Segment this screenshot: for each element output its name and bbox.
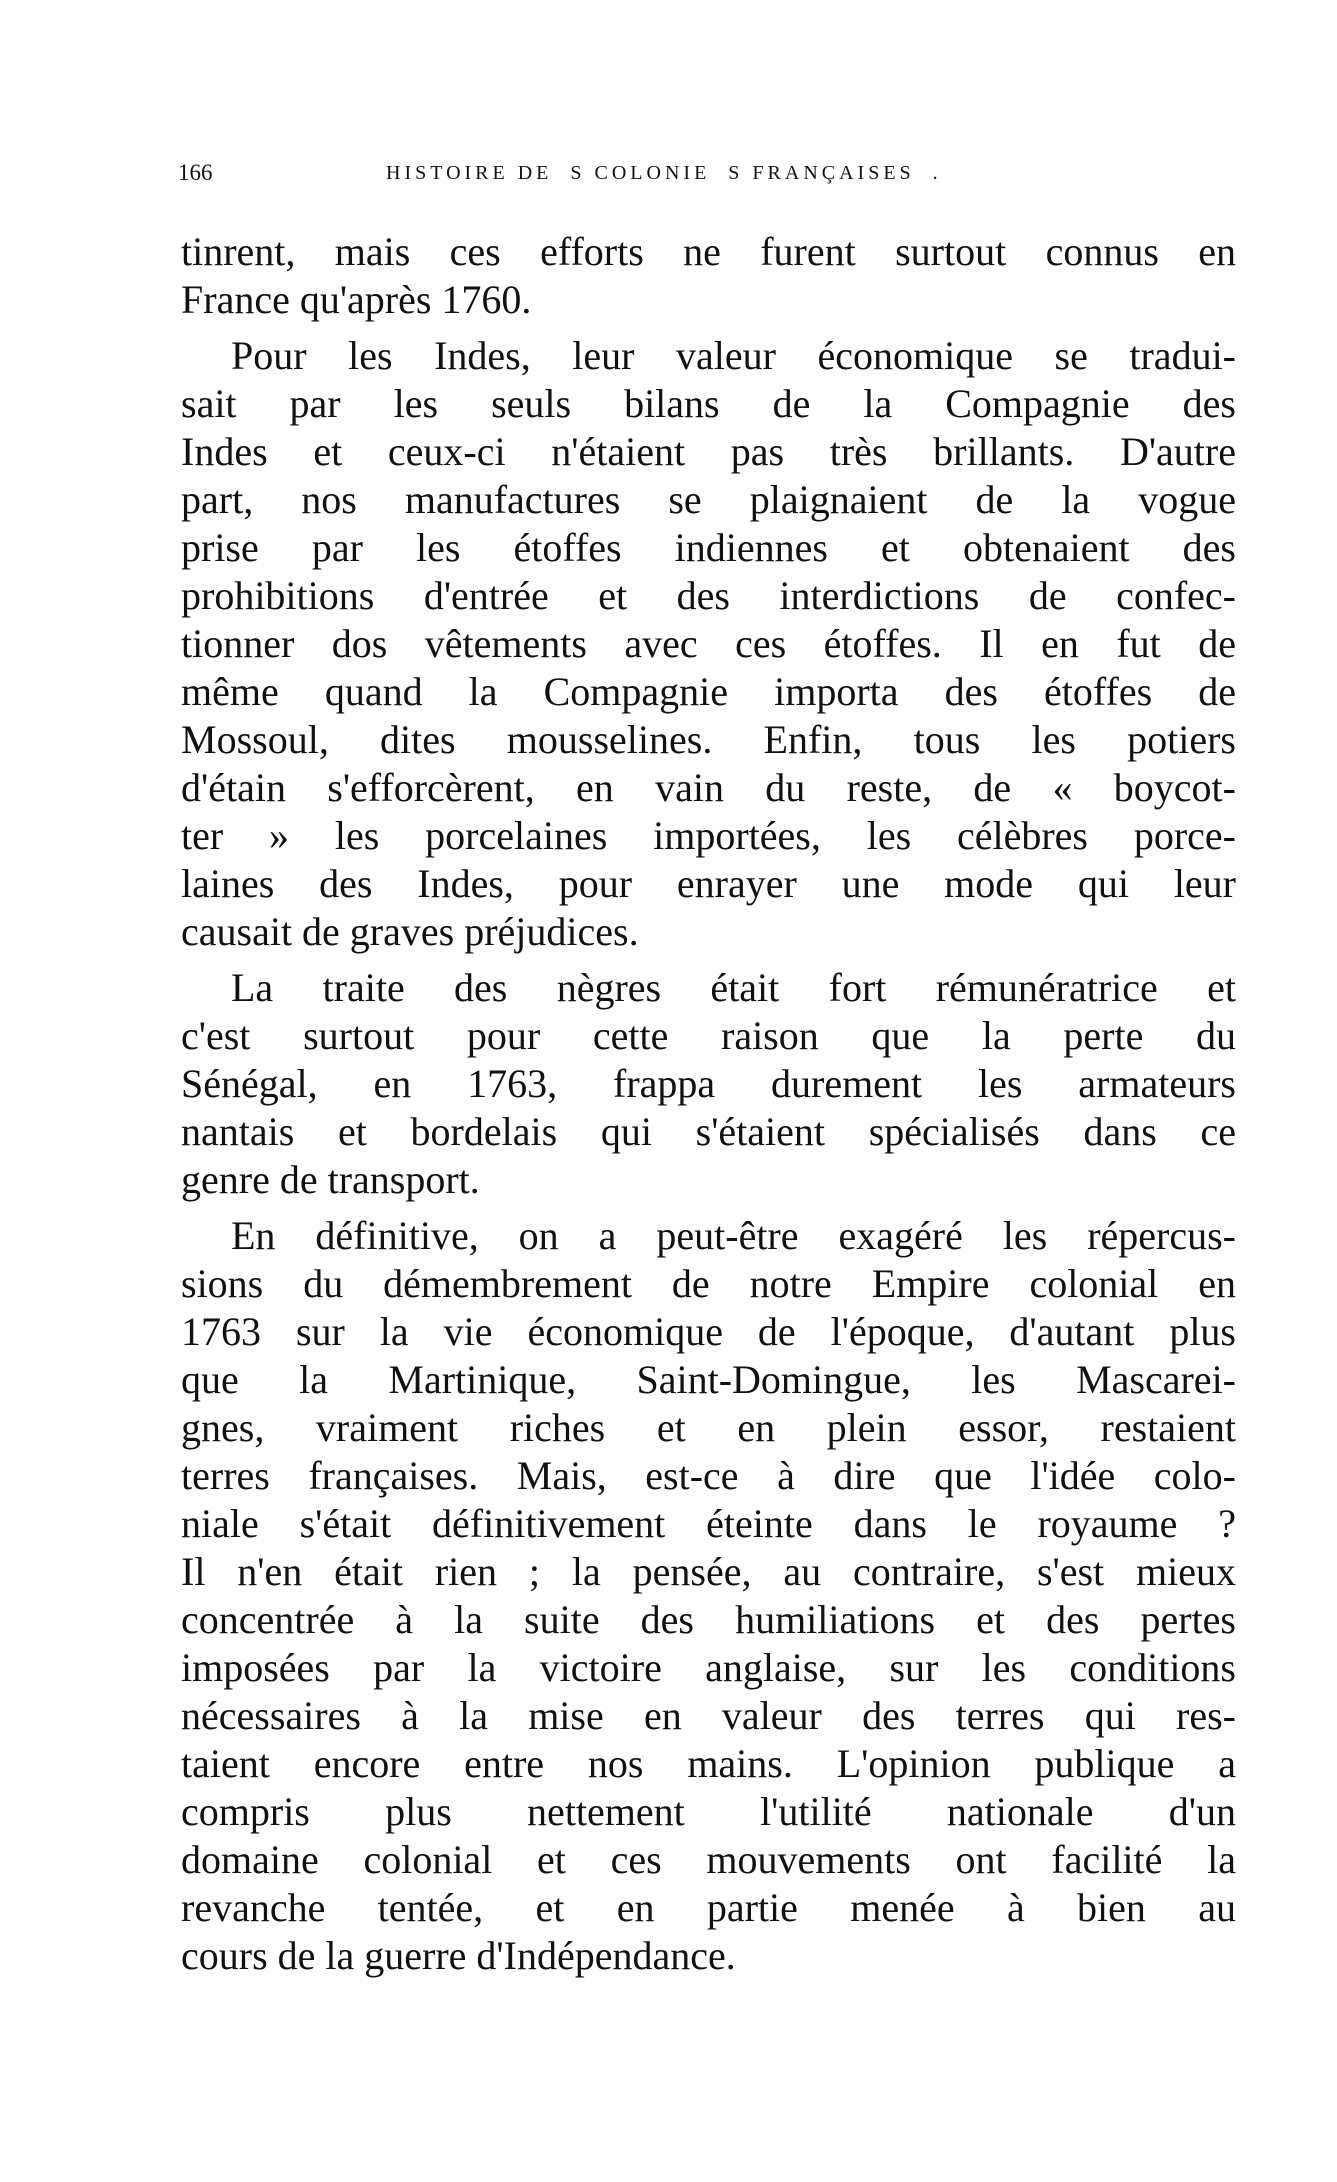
text-line: niale s'était définitivement éteinte dans le royaume ?	[181, 1501, 1236, 1546]
text-line: que la Martinique, Saint-Domingue, les Mascarei-	[181, 1357, 1236, 1402]
text-line: La traite des nègres était fort rémunératrice et	[231, 965, 1236, 1010]
text-line: compris plus nettement l'utilité nationale d'un	[181, 1789, 1236, 1834]
text-line: causait de graves préjudices.	[181, 909, 639, 954]
page-number: 166	[178, 160, 213, 185]
text-line: revanche tentée, et en partie menée à bien au	[181, 1885, 1236, 1930]
text-line: En définitive, on a peut-être exagéré les répercus-	[231, 1213, 1236, 1258]
text-line: imposées par la victoire anglaise, sur les conditions	[181, 1645, 1236, 1690]
text-line: concentrée à la suite des humiliations et des pertes	[181, 1597, 1236, 1642]
text-line: sait par les seuls bilans de la Compagnie des	[181, 381, 1236, 426]
paragraph	[181, 228, 1236, 324]
paragraph	[181, 332, 1236, 956]
text-line: gnes, vraiment riches et en plein essor, restaient	[181, 1405, 1236, 1450]
text-line: terres françaises. Mais, est-ce à dire que l'idée colo-	[181, 1453, 1236, 1498]
text-line: taient encore entre nos mains. L'opinion publique a	[181, 1741, 1236, 1786]
text-line: même quand la Compagnie importa des étoffes de	[181, 669, 1236, 714]
text-line: domaine colonial et ces mouvements ont facilité la	[181, 1837, 1236, 1882]
text-line: tionner dos vêtements avec ces étoffes. Il en fut de	[181, 621, 1236, 666]
text-line: Sénégal, en 1763, frappa durement les armateurs	[181, 1061, 1236, 1106]
text-line: Il n'en était rien ; la pensée, au contraire, s'est mieux	[181, 1549, 1236, 1594]
text-line: d'étain s'efforcèrent, en vain du reste, de « boycot-	[181, 765, 1236, 810]
text-line: Indes et ceux-ci n'étaient pas très brillants. D'autre	[181, 429, 1236, 474]
running-title: HISTOIRE DE S COLONIE S FRANÇAISES .	[386, 162, 942, 184]
text-line: part, nos manufactures se plaignaient de la vogue	[181, 477, 1236, 522]
text-line: nécessaires à la mise en valeur des terres qui res-	[181, 1693, 1236, 1738]
page-header	[178, 160, 1238, 190]
text-line: sions du démembrement de notre Empire colonial en	[181, 1261, 1236, 1306]
text-line: laines des Indes, pour enrayer une mode qui leur	[181, 861, 1236, 906]
text-line: nantais et bordelais qui s'étaient spécialisés dans ce	[181, 1109, 1236, 1154]
text-line: prohibitions d'entrée et des interdictions de confec-	[181, 573, 1236, 618]
text-line: Pour les Indes, leur valeur économique se tradui-	[231, 333, 1236, 378]
page-body	[181, 228, 1236, 1988]
text-line: ter » les porcelaines importées, les célèbres porce-	[181, 813, 1236, 858]
paragraph	[181, 964, 1236, 1204]
text-line: genre de transport.	[181, 1157, 480, 1202]
text-line: c'est surtout pour cette raison que la perte du	[181, 1013, 1236, 1058]
text-line: France qu'après 1760.	[181, 277, 532, 322]
text-line: 1763 sur la vie économique de l'époque, d'autant plus	[181, 1309, 1236, 1354]
text-line: cours de la guerre d'Indépendance.	[181, 1933, 736, 1978]
text-line: tinrent, mais ces efforts ne furent surtout connus en	[181, 229, 1236, 274]
paragraph	[181, 1212, 1236, 1980]
text-line: prise par les étoffes indiennes et obtenaient des	[181, 525, 1236, 570]
text-line: Mossoul, dites mousselines. Enfin, tous les potiers	[181, 717, 1236, 762]
